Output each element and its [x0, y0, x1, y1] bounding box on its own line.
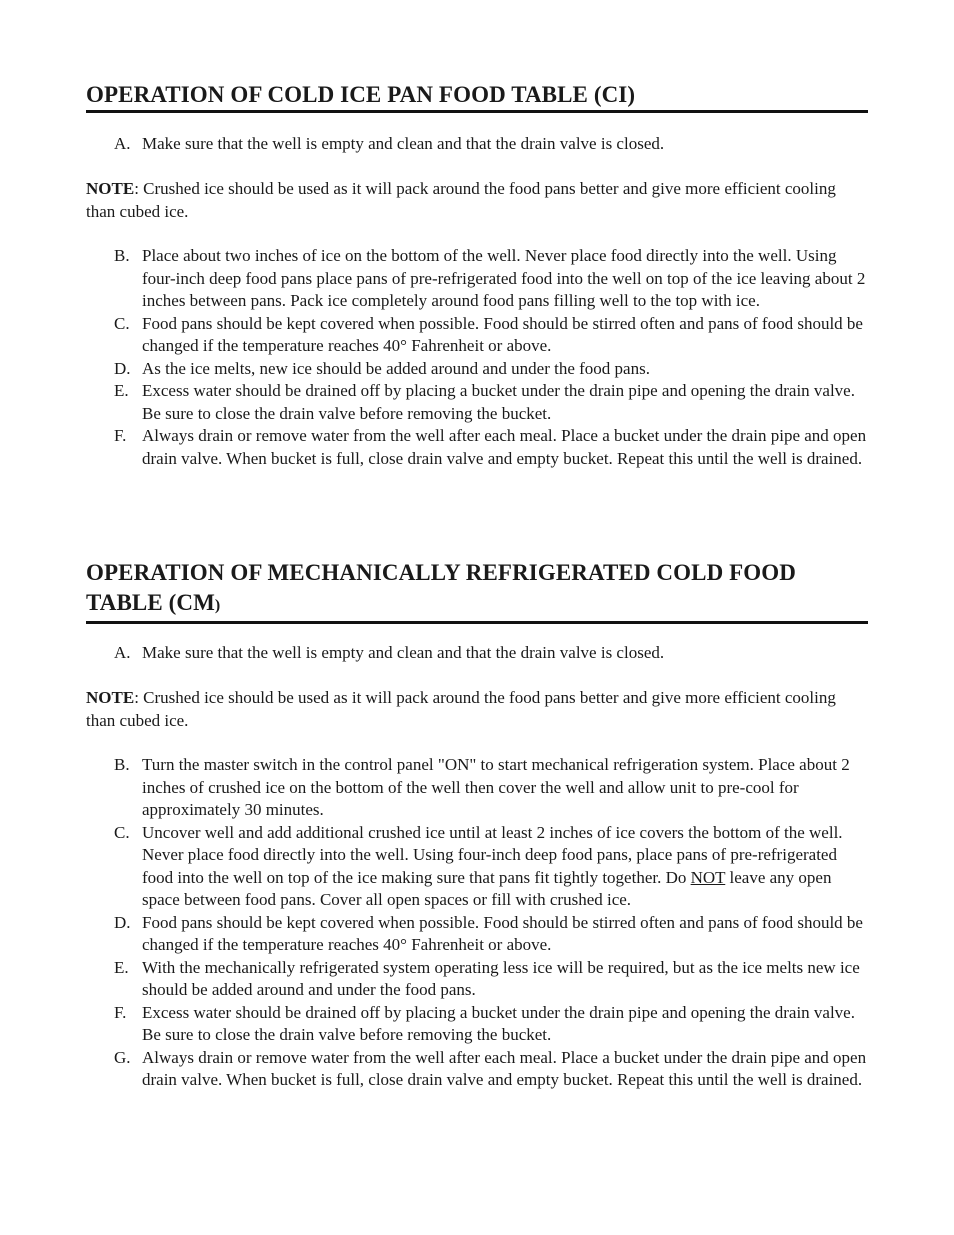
list-text: Always drain or remove water from the well after each meal. Place a bucket under the drain pipe and open drain valve. When bucket is full, close drain valve and empty bucket. Repeat this until the well is drained.	[142, 1047, 867, 1089]
list-text: As the ice melts, new ice should be added around and under the food pans.	[142, 358, 650, 378]
list-letter: B.	[114, 755, 130, 774]
list-letter: C.	[114, 313, 130, 333]
list-letter: A.	[114, 643, 131, 662]
steps-list	[86, 245, 868, 470]
list-text: Excess water should be drained off by placing a bucket under the drain pipe and opening the drain valve. Be sure to close the drain valve before removing the bucket.	[142, 1002, 855, 1044]
list-text: Make sure that the well is empty and clean and that the drain valve is closed.	[142, 134, 665, 153]
note-paragraph	[86, 686, 868, 732]
list-text: Place about two inches of ice on the bottom of the well. Never place food directly into the well. Using four-inch deep food pans place pans of pre-refrigerated food into the well on top of the ice leaving about 2 inches between pans. Pack ice completely around food pans filling well to the top with ice.	[142, 246, 866, 310]
list-letter: C.	[114, 822, 130, 842]
note-text: : Crushed ice should be used as it will pack around the food pans better and give more efficient cooling than cubed ice.	[86, 688, 836, 730]
list-letter: B.	[114, 246, 130, 265]
note-text: : Crushed ice should be used as it will pack around the food pans better and give more efficient cooling than cubed ice.	[86, 179, 836, 221]
list-letter: F.	[114, 426, 127, 445]
list-item	[86, 1002, 868, 1047]
list-item	[86, 912, 868, 957]
note-label: NOTE	[86, 688, 135, 707]
list-text: Always drain or remove water from the well after each meal. Place a bucket under the drain pipe and open drain valve. When bucket is full, close drain valve and empty bucket. Repeat this until the well is drained.	[142, 426, 867, 468]
list-letter: E.	[114, 381, 129, 400]
list-item	[86, 245, 868, 313]
list-item	[86, 425, 868, 470]
list-item	[86, 1047, 868, 1092]
list-item	[86, 822, 868, 912]
list-letter: D.	[114, 912, 131, 932]
list-item	[86, 957, 868, 1002]
list-item	[86, 313, 868, 358]
list-text: Make sure that the well is empty and clean and that the drain valve is closed.	[142, 643, 665, 662]
list-text: Food pans should be kept covered when possible. Food should be stirred often and pans of food should be changed if the temperature reaches 40° Fahrenheit or above.	[142, 313, 863, 355]
step-a	[86, 642, 868, 665]
list-letter: A.	[114, 134, 131, 153]
list-item	[86, 754, 868, 822]
list-text-part: leave any open space between food pans. Cover all open spaces or fill with crushed ice.	[142, 867, 832, 909]
list-text: Excess water should be drained off by placing a bucket under the drain pipe and opening the drain valve. Be sure to close the drain valve before removing the bucket.	[142, 381, 855, 423]
note-label: NOTE	[86, 179, 135, 198]
list-item	[86, 133, 868, 156]
list-letter: D.	[114, 358, 131, 378]
list-text: With the mechanically refrigerated system operating less ice will be required, but as the ice melts new ice should be added around and under the food pans.	[142, 957, 860, 999]
heading-main: OPERATION OF MECHANICALLY REFRIGERATED COLD FOOD TABLE (CM	[86, 560, 796, 615]
list-text: Food pans should be kept covered when possible. Food should be stirred often and pans of food should be changed if the temperature reaches 40° Fahrenheit or above.	[142, 912, 863, 954]
list-letter: G.	[114, 1047, 131, 1067]
section-heading: OPERATION OF COLD ICE PAN FOOD TABLE (CI)	[86, 80, 868, 113]
list-item	[86, 380, 868, 425]
section-heading	[86, 558, 868, 624]
list-text: Turn the master switch in the control panel "ON" to start mechanical refrigeration system. Place about 2 inches of crushed ice on the bottom of the well then cover the well and allow unit to pre-cool for approximately 30 minutes.	[142, 755, 850, 819]
section-mechanically-refrigerated	[86, 558, 868, 624]
list-text-part: Uncover well and add additional crushed ice until at least 2 inches of ice covers the bottom of the well. Never place food directly into the well. Using four-inch deep food pans, place pans of pre-refrigerated food into the well on top of the ice making sure that pans fit tightly together. Do	[142, 822, 843, 887]
list-letter: E.	[114, 957, 129, 977]
heading-tail: )	[214, 597, 221, 614]
list-item	[86, 642, 868, 665]
step-a	[86, 133, 868, 156]
emphasis-not: NOT	[690, 867, 726, 887]
list-item	[86, 358, 868, 381]
list-letter: F.	[114, 1002, 127, 1022]
section-cold-ice-pan	[86, 80, 868, 113]
list-text	[142, 823, 843, 910]
note-paragraph	[86, 177, 868, 223]
steps-list	[86, 754, 868, 1092]
